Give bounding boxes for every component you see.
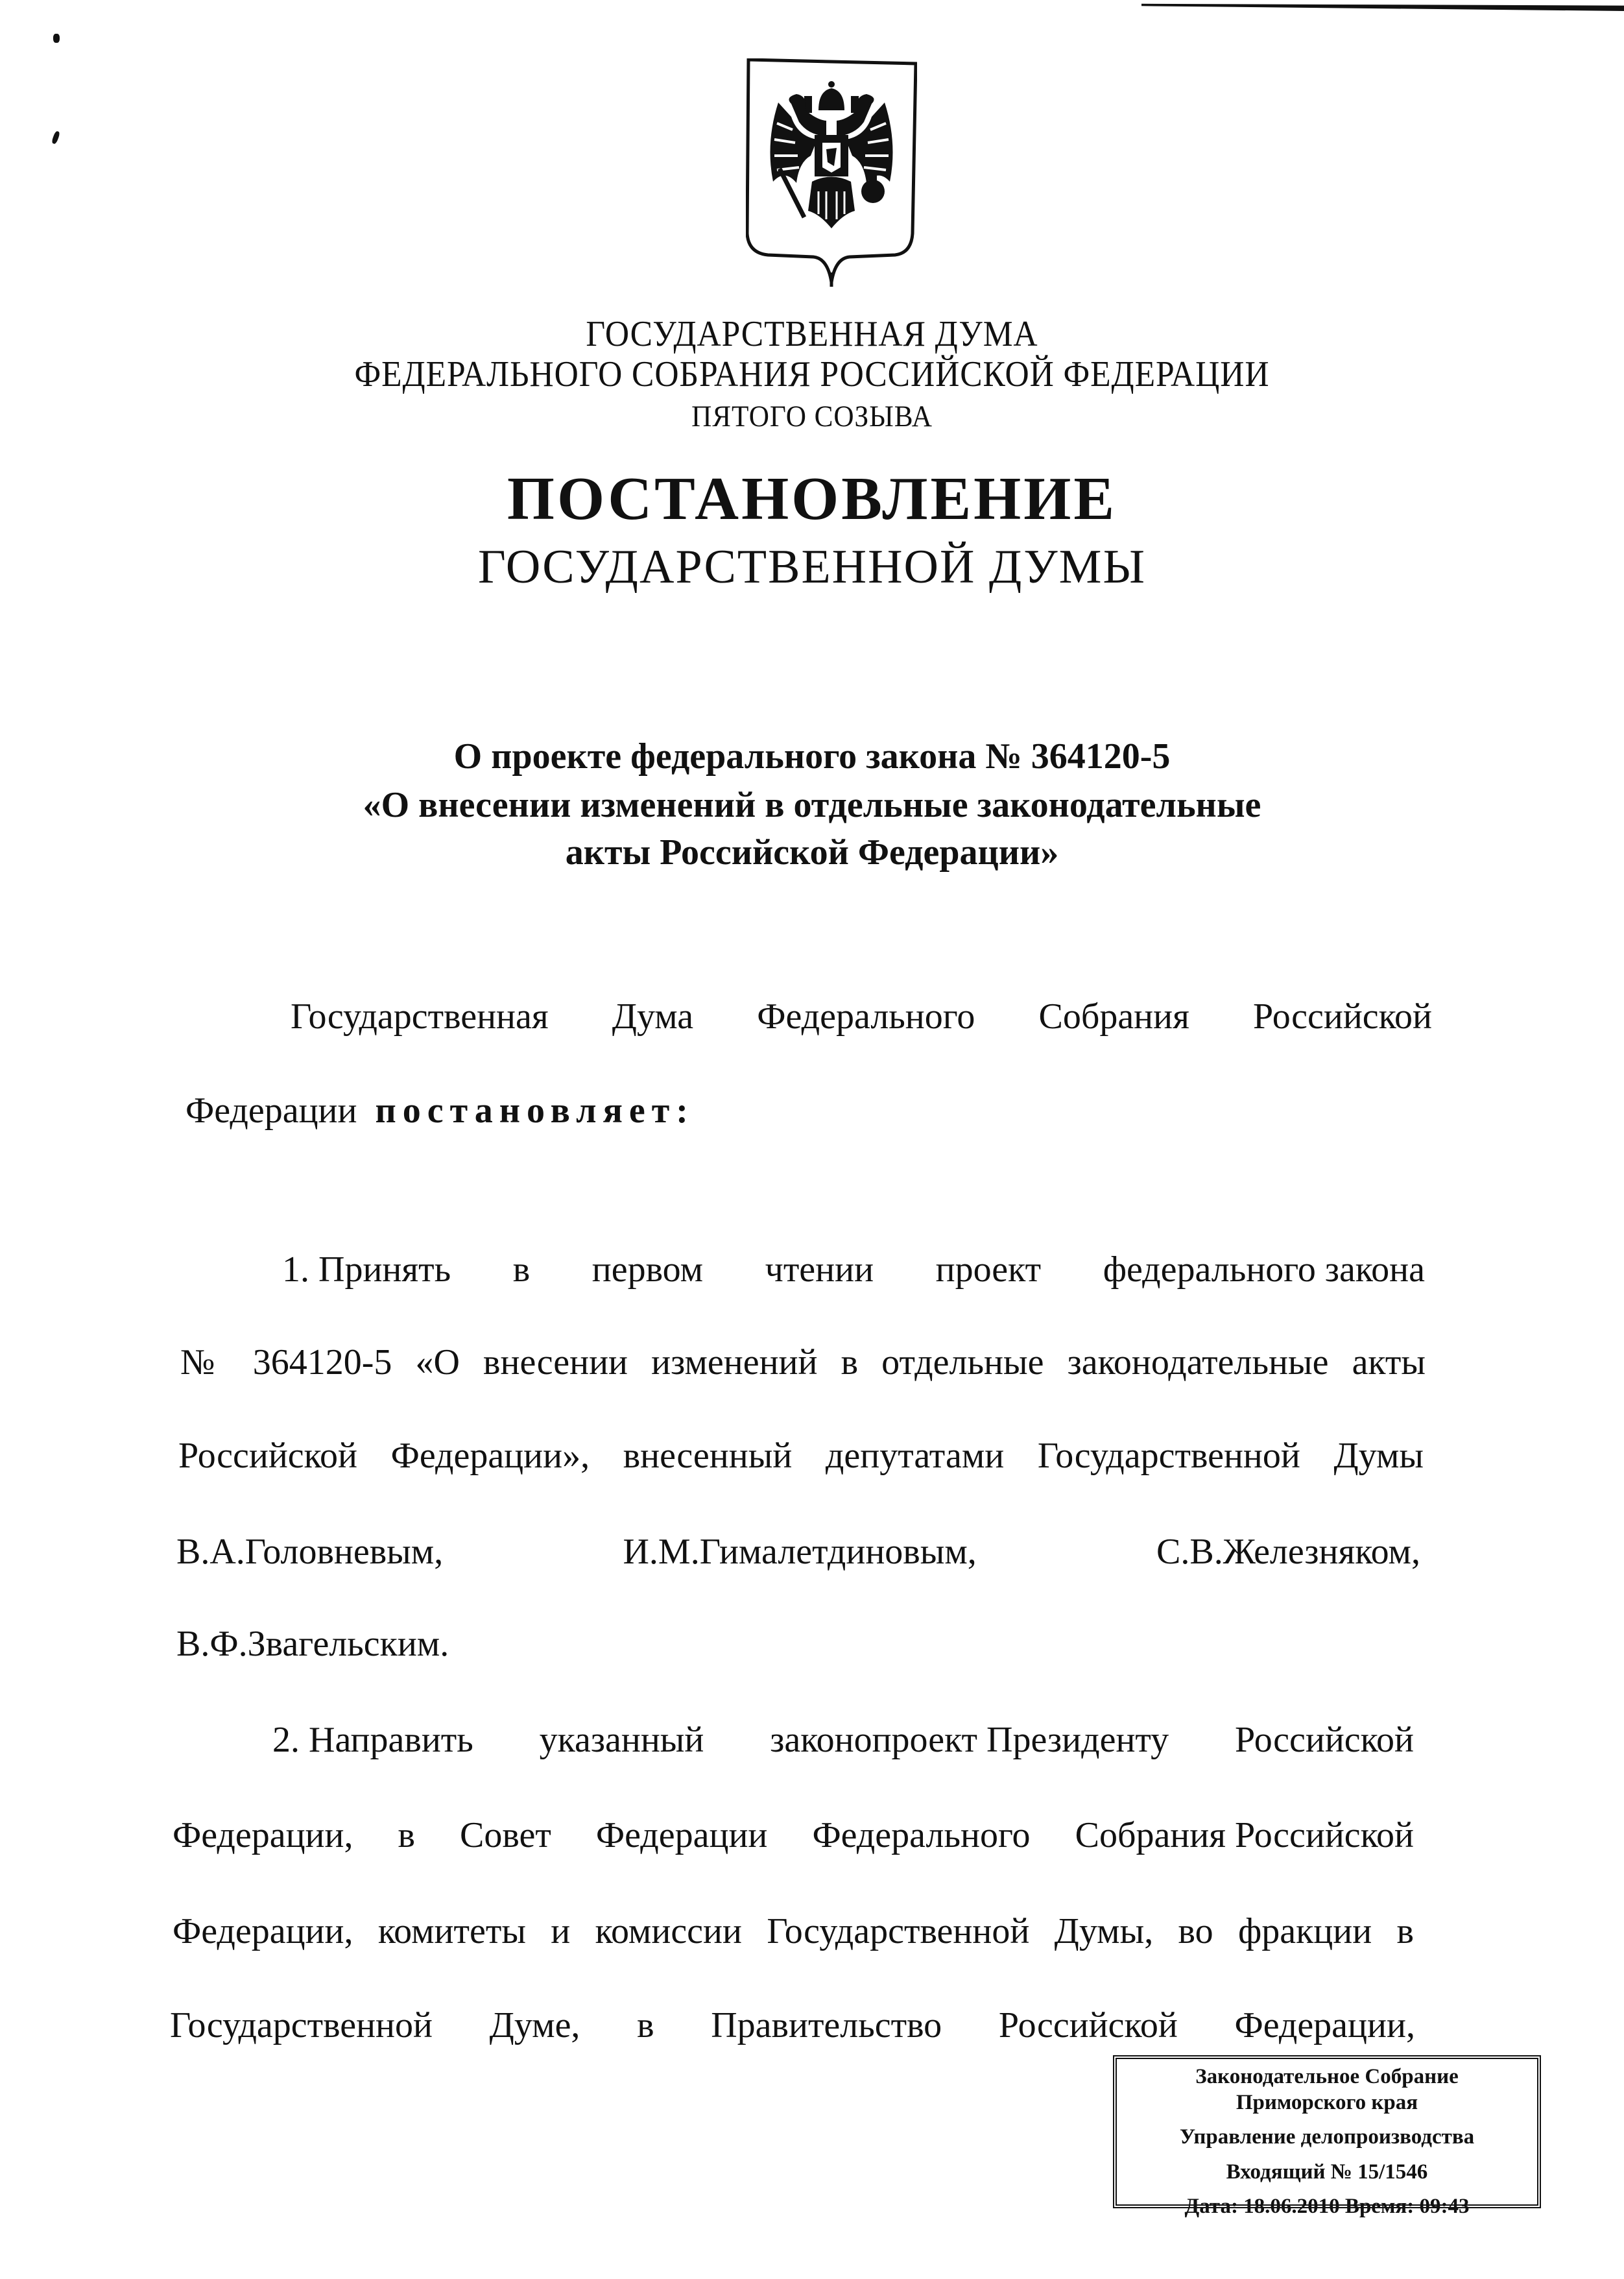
preamble-line-1 bbox=[291, 996, 1432, 1037]
item1-word: первом bbox=[591, 1249, 704, 1290]
item2-line-3: Федерации, комитеты и комиссии Государственной Думы, во фракции в bbox=[173, 1911, 1414, 1951]
stamp-department: Управление делопроизводства bbox=[1179, 2125, 1475, 2149]
deputy-name-last: В.Ф.Звагельским. bbox=[176, 1624, 449, 1664]
subject-line-2: «О внесении изменений в отдельные законодательные bbox=[363, 785, 1261, 825]
item2-word: Российской bbox=[1235, 1720, 1414, 1760]
item1-word: проект bbox=[935, 1249, 1042, 1290]
item2-word: Федерального bbox=[812, 1815, 1031, 1855]
scan-edge-artifact bbox=[1141, 2, 1624, 11]
preamble-word: Российской bbox=[1253, 996, 1432, 1037]
item2-word: Правительство bbox=[711, 2005, 942, 2045]
item2-line-2 bbox=[173, 1815, 1414, 1856]
document-issuer-subtitle: ГОСУДАРСТВЕННОЙ ДУМЫ bbox=[477, 540, 1147, 594]
deputy-name: И.М.Гималетдиновым, bbox=[623, 1532, 977, 1572]
item1-word: в bbox=[512, 1249, 531, 1290]
item1-line-2: № 364120-5 «О внесении изменений в отдельные законодательные акты bbox=[180, 1342, 1426, 1382]
item2-word: Собрания Российской bbox=[1075, 1815, 1414, 1855]
stamp-incoming-number: Входящий № 15/1546 bbox=[1226, 2160, 1428, 2184]
item2-word: указанный bbox=[539, 1720, 704, 1760]
preamble-word: Дума bbox=[612, 996, 694, 1037]
deputy-name: В.А.Головневым, bbox=[176, 1532, 444, 1572]
stamp-date-time: Дата: 18.06.2010 Время: 09:43 bbox=[1184, 2195, 1470, 2219]
registration-stamp bbox=[1113, 2055, 1541, 2219]
item2-word: в bbox=[637, 2005, 654, 2045]
preamble-word: Государственная bbox=[291, 996, 549, 1037]
item2-line-1 bbox=[272, 1719, 1414, 1761]
item2-word: Федерации, bbox=[1234, 2005, 1415, 2045]
scan-speck bbox=[53, 34, 60, 43]
preamble-line-2 bbox=[185, 1090, 695, 1131]
subject-line-1: О проекте федерального закона № 364120-5 bbox=[453, 736, 1171, 777]
subject-line-3: акты Российской Федерации» bbox=[565, 832, 1059, 873]
item2-line-4 bbox=[170, 2005, 1415, 2046]
item2-word: законопроект Президенту bbox=[770, 1720, 1169, 1760]
item2-word: Федерации bbox=[595, 1815, 768, 1855]
header-line-3: ПЯТОГО СОЗЫВА bbox=[691, 400, 933, 433]
deputy-name: С.В.Железняком, bbox=[1156, 1532, 1420, 1572]
item1-word: чтении bbox=[765, 1249, 874, 1290]
stamp-organization-line-1: Законодательное Собрание bbox=[1195, 2065, 1459, 2088]
item2-word: 2. Направить bbox=[272, 1720, 473, 1760]
header-line-1: ГОСУДАРСТВЕННАЯ ДУМА bbox=[586, 314, 1038, 354]
item1-line-1 bbox=[282, 1249, 1425, 1290]
item1-word: 1. Принять bbox=[282, 1249, 451, 1290]
scan-speck bbox=[51, 130, 60, 145]
preamble-word: Собрания bbox=[1038, 996, 1189, 1037]
coat-of-arms-emblem bbox=[746, 58, 917, 289]
preamble-federation: Федерации bbox=[185, 1091, 357, 1131]
double-headed-eagle-icon bbox=[746, 58, 917, 289]
header-line-2: ФЕДЕРАЛЬНОГО СОБРАНИЯ РОССИЙСКОЙ ФЕДЕРАЦИИ bbox=[354, 354, 1270, 394]
preamble-word: Федерального bbox=[757, 996, 975, 1037]
item1-word: федерального закона bbox=[1103, 1249, 1425, 1290]
item1-line-3: Российской Федерации», внесенный депутатами Государственной Думы bbox=[178, 1436, 1424, 1476]
item2-word: в bbox=[398, 1815, 415, 1855]
item2-word: Думе, bbox=[489, 2005, 580, 2045]
item2-word: Федерации, bbox=[173, 1815, 353, 1855]
item1-deputies-line bbox=[176, 1531, 1420, 1573]
item2-word: Российской bbox=[998, 2005, 1178, 2045]
item2-word: Государственной bbox=[170, 2005, 433, 2045]
stamp-organization-line-2: Приморского края bbox=[1236, 2090, 1418, 2114]
document-type-title: ПОСТАНОВЛЕНИЕ bbox=[507, 465, 1117, 533]
item2-word: Совет bbox=[460, 1815, 551, 1855]
resolves-keyword: постановляет: bbox=[375, 1091, 695, 1131]
